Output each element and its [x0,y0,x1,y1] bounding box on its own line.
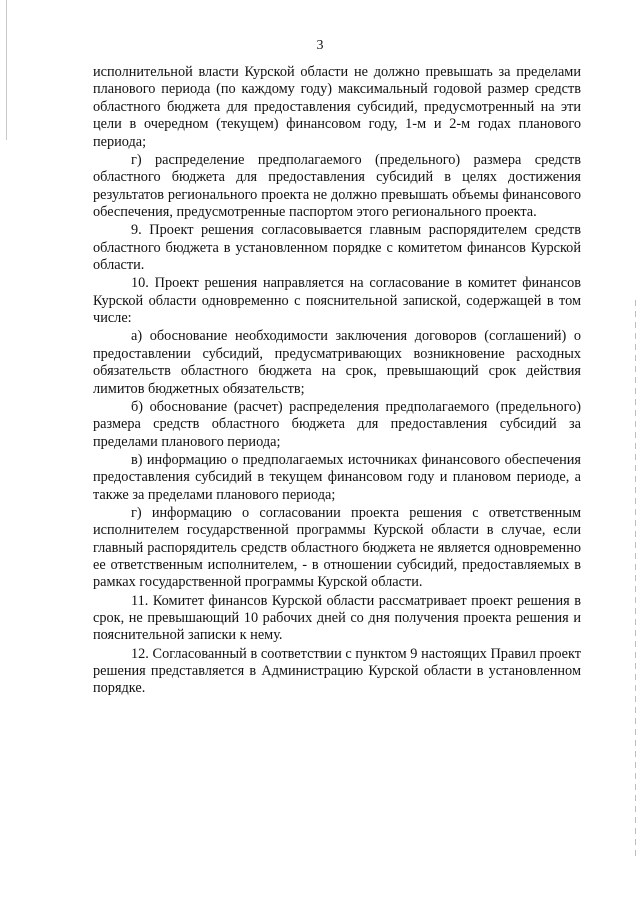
paragraph-item-g-distribution: г) распределение предполагаемого (предельного) размера средств областного бюджета для предоставления субсидий в целях достижения результатов регионального проекта не должно превышать объемы финансового обеспечения, предусмотренные паспортом этого регионального проекта. [93,151,581,221]
paragraph-10: 10. Проект решения направляется на согласование в комитет финансов Курской области одновременно с пояснительной запиской, содержащей в том числе: [93,275,581,327]
paragraph-10-item-a: а) обоснование необходимости заключения договоров (соглашений) о предоставлении субсидий, предусматривающих возникновение расходных обязательств областного бюджета на срок, превышающий срок действия лимитов бюджетных обязательств; [93,328,581,397]
paragraph-10-item-b: б) обоснование (расчет) распределения предполагаемого (предельного) размера средств областного бюджета для предоставления субсидий за пределами планового периода; [93,398,581,450]
page-number: 3 [316,38,324,53]
paragraph-11: 11. Комитет финансов Курской области рассматривает проект решения в срок, не превышающий 10 рабочих дней со дня получения проекта решения и пояснительной записки к нему. [93,592,581,644]
paragraph-9: 9. Проект решения согласовывается главным распорядителем средств областного бюджета в установленном порядке с комитетом финансов Курской области. [93,222,581,274]
paragraph-12: 12. Согласованный в соответствии с пунктом 9 настоящих Правил проект решения представляется в Администрацию Курской области в установленном порядке. [93,645,581,697]
paragraph-10-item-v: в) информацию о предполагаемых источниках финансового обеспечения предоставления субсидий в текущем финансовом году и плановом периоде, а также за пределами планового периода; [93,451,581,503]
paragraph-continuation: исполнительной власти Курской области не должно превышать за пределами планового периода (по каждому году) максимальный годовой размер средств областного бюджета для предоставления субсидий, предусмотренный на эти цели в очередном (текущем) финансовом году, 1-м и 2-м годах планового периода; [93,64,581,150]
paragraph-10-item-g: г) информацию о согласовании проекта решения с ответственным исполнителем государственной программы Курской области в случае, если главный распорядитель средств областного бюджета не является одновременно ее ответственным исполнителем, - в отношении субсидий, предоставляемых в рамках государственной программы Курской области. [93,504,581,591]
scan-edge-right [635,300,636,860]
scan-edge-left [6,0,7,140]
document-body [93,64,581,699]
